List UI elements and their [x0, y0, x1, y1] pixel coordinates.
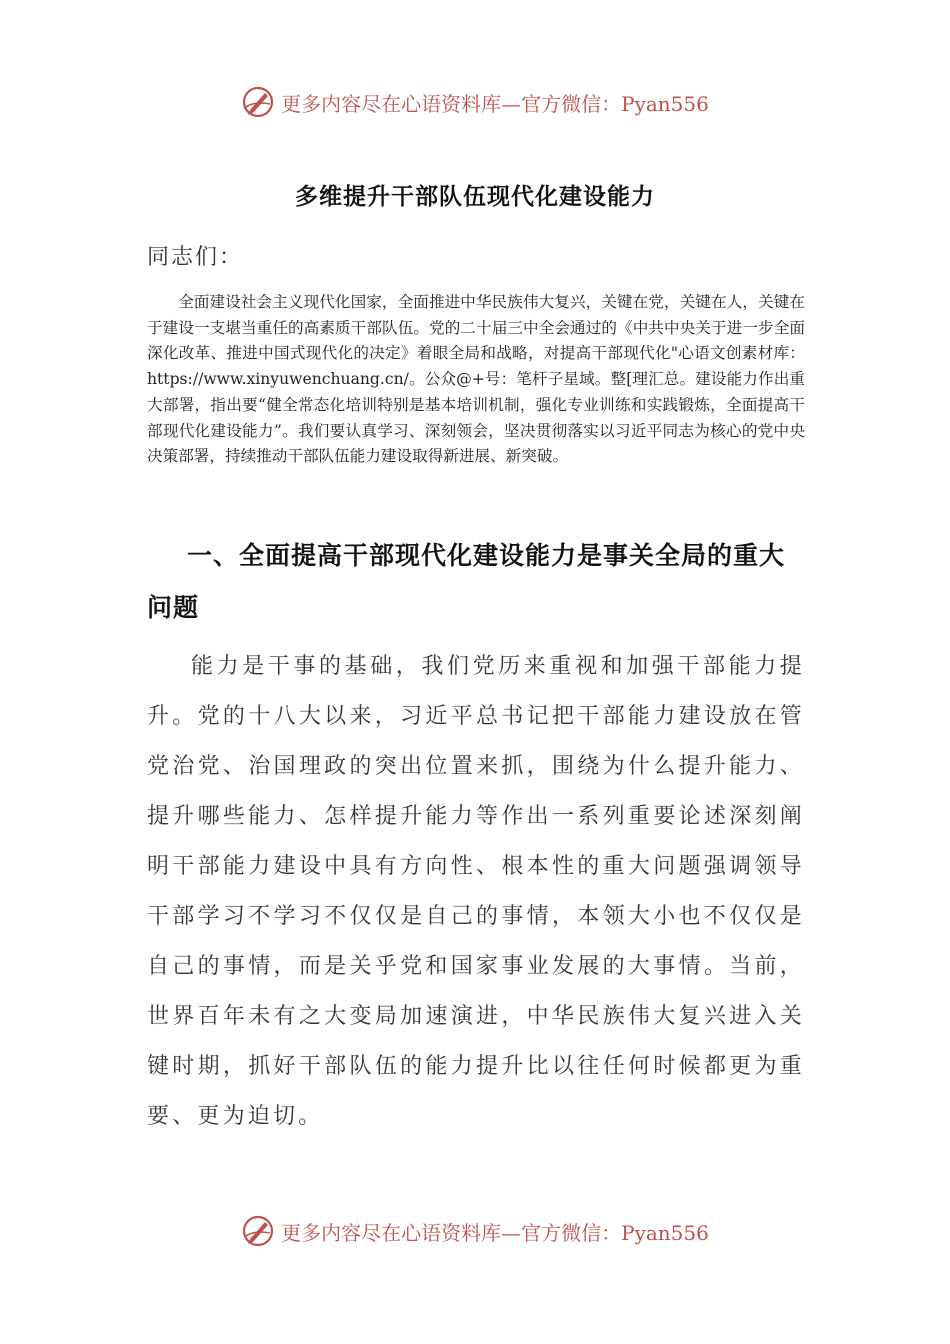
section-1-paragraph: 能力是干事的基础，我们党历来重视和加强干部能力提升。党的十八大以来，习近平总书记把干部能力建设放在管党治党、治国理政的突出位置来抓，围绕为什么提升能力、提升哪些能力、怎样提升能力等作出一系列重要论述深刻阐明干部能力建设中具有方向性、根本性的重大问题强调领导干部学习不学习不仅仅是自己的事情，本领大小也不仅仅是自己的事情，而是关乎党和国家事业发展的大事情。当前，世界百年未有之大变局加速演进，中华民族伟大复兴进入关键时期，抓好干部队伍的能力提升比以往任何时候都更为重要、更为迫切。 [147, 654, 805, 1129]
footer-watermark-banner [0, 1211, 950, 1251]
header-watermark-banner [0, 82, 950, 122]
pen-logo-icon [241, 1214, 275, 1248]
pen-logo-icon [241, 85, 275, 119]
section-heading-1: 一、全面提高干部现代化建设能力是事关全局的重大问题 [147, 541, 786, 622]
greeting: 同志们： [147, 245, 244, 270]
watermark-text: 更多内容尽在心语资料库—官方微信：Pyan556 [281, 91, 709, 116]
watermark-text: 更多内容尽在心语资料库—官方微信：Pyan556 [281, 1220, 709, 1245]
intro-paragraph: 全面建设社会主义现代化国家，全面推进中华民族伟大复兴，关键在党，关键在人，关键在于建设一支堪当重任的高素质干部队伍。党的二十届三中全会通过的《中共中央关于进一步全面深化改革、推进中国式现代化的决定》着眼全局和战略，对提高干部现代化"心语文创素材库：https://www.xinyuwenchuang.cn/。公众@+号：笔杆子星域。整[理汇总。建设能力作出重大部署，指出要“健全常态化培训特别是基本培训机制，强化专业训练和实践锻炼，全面提高干部现代化建设能力”。我们要认真学习、深刻领会，坚决贯彻落实以习近平同志为核心的党中央决策部署，持续推动干部队伍能力建设取得新进展、新突破。 [147, 293, 805, 466]
document-title: 多维提升干部队伍现代化建设能力 [295, 184, 655, 210]
